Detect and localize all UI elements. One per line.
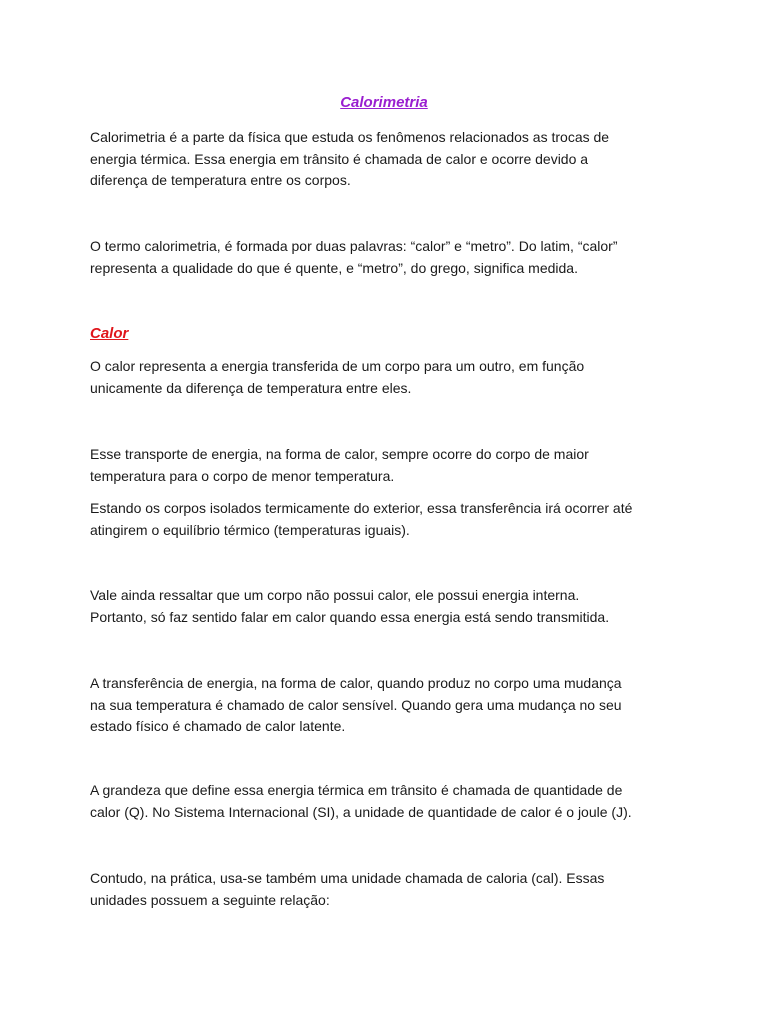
- paragraph-line: Vale ainda ressaltar que um corpo não possui calor, ele possui energia interna.: [90, 587, 580, 603]
- paragraph-heat-transport: [90, 444, 690, 487]
- paragraph-intro: [90, 127, 690, 192]
- paragraph-line: estado físico é chamado de calor latente.: [90, 718, 346, 734]
- paragraph-line: Portanto, só faz sentido falar em calor quando essa energia está sendo transmitida.: [90, 608, 610, 625]
- document-title: Calorimetria: [340, 94, 428, 111]
- paragraph-thermal-equilibrium: [90, 498, 690, 541]
- paragraph-line: Calorimetria é a parte da física que estuda os fenômenos relacionados as trocas de: [90, 129, 610, 145]
- section-heading-calor: Calor: [90, 325, 129, 342]
- paragraph-etymology: [90, 236, 690, 279]
- paragraph-line: Esse transporte de energia, na forma de calor, sempre ocorre do corpo de maior: [90, 446, 589, 462]
- paragraph-line: representa a qualidade do que é quente, e “metro”, do grego, significa medida.: [90, 259, 578, 276]
- paragraph-line: Estando os corpos isolados termicamente do exterior, essa transferência irá ocorrer até: [90, 500, 633, 516]
- paragraph-line: unidades possuem a seguinte relação:: [90, 891, 330, 908]
- paragraph-internal-energy: [90, 585, 690, 628]
- paragraph-calor-definition: [90, 356, 690, 399]
- paragraph-line: calor (Q). No Sistema Internacional (SI), a unidade de quantidade de calor é o joule (J).: [90, 803, 632, 820]
- paragraph-line: A transferência de energia, na forma de calor, quando produz no corpo uma mudança: [90, 675, 622, 691]
- paragraph-calorie-unit: [90, 868, 690, 911]
- paragraph-line: A grandeza que define essa energia térmica em trânsito é chamada de quantidade de: [90, 782, 623, 798]
- paragraph-line: temperatura para o corpo de menor temperatura.: [90, 467, 395, 484]
- paragraph-line: O termo calorimetria, é formada por duas palavras: “calor” e “metro”. Do latim, “calor”: [90, 238, 618, 254]
- paragraph-line: na sua temperatura é chamado de calor sensível. Quando gera uma mudança no seu: [90, 696, 622, 713]
- paragraph-line: unicamente da diferença de temperatura entre eles.: [90, 379, 412, 396]
- paragraph-line: O calor representa a energia transferida de um corpo para um outro, em função: [90, 358, 585, 374]
- paragraph-line: energia térmica. Essa energia em trânsito é chamada de calor e ocorre devido a: [90, 150, 589, 167]
- paragraph-quantity-of-heat: [90, 780, 690, 823]
- paragraph-line: diferença de temperatura entre os corpos.: [90, 172, 351, 188]
- paragraph-line: atingirem o equilíbrio térmico (temperaturas iguais).: [90, 521, 410, 538]
- paragraph-sensible-latent: [90, 673, 690, 738]
- paragraph-line: Contudo, na prática, usa-se também uma unidade chamada de caloria (cal). Essas: [90, 870, 605, 886]
